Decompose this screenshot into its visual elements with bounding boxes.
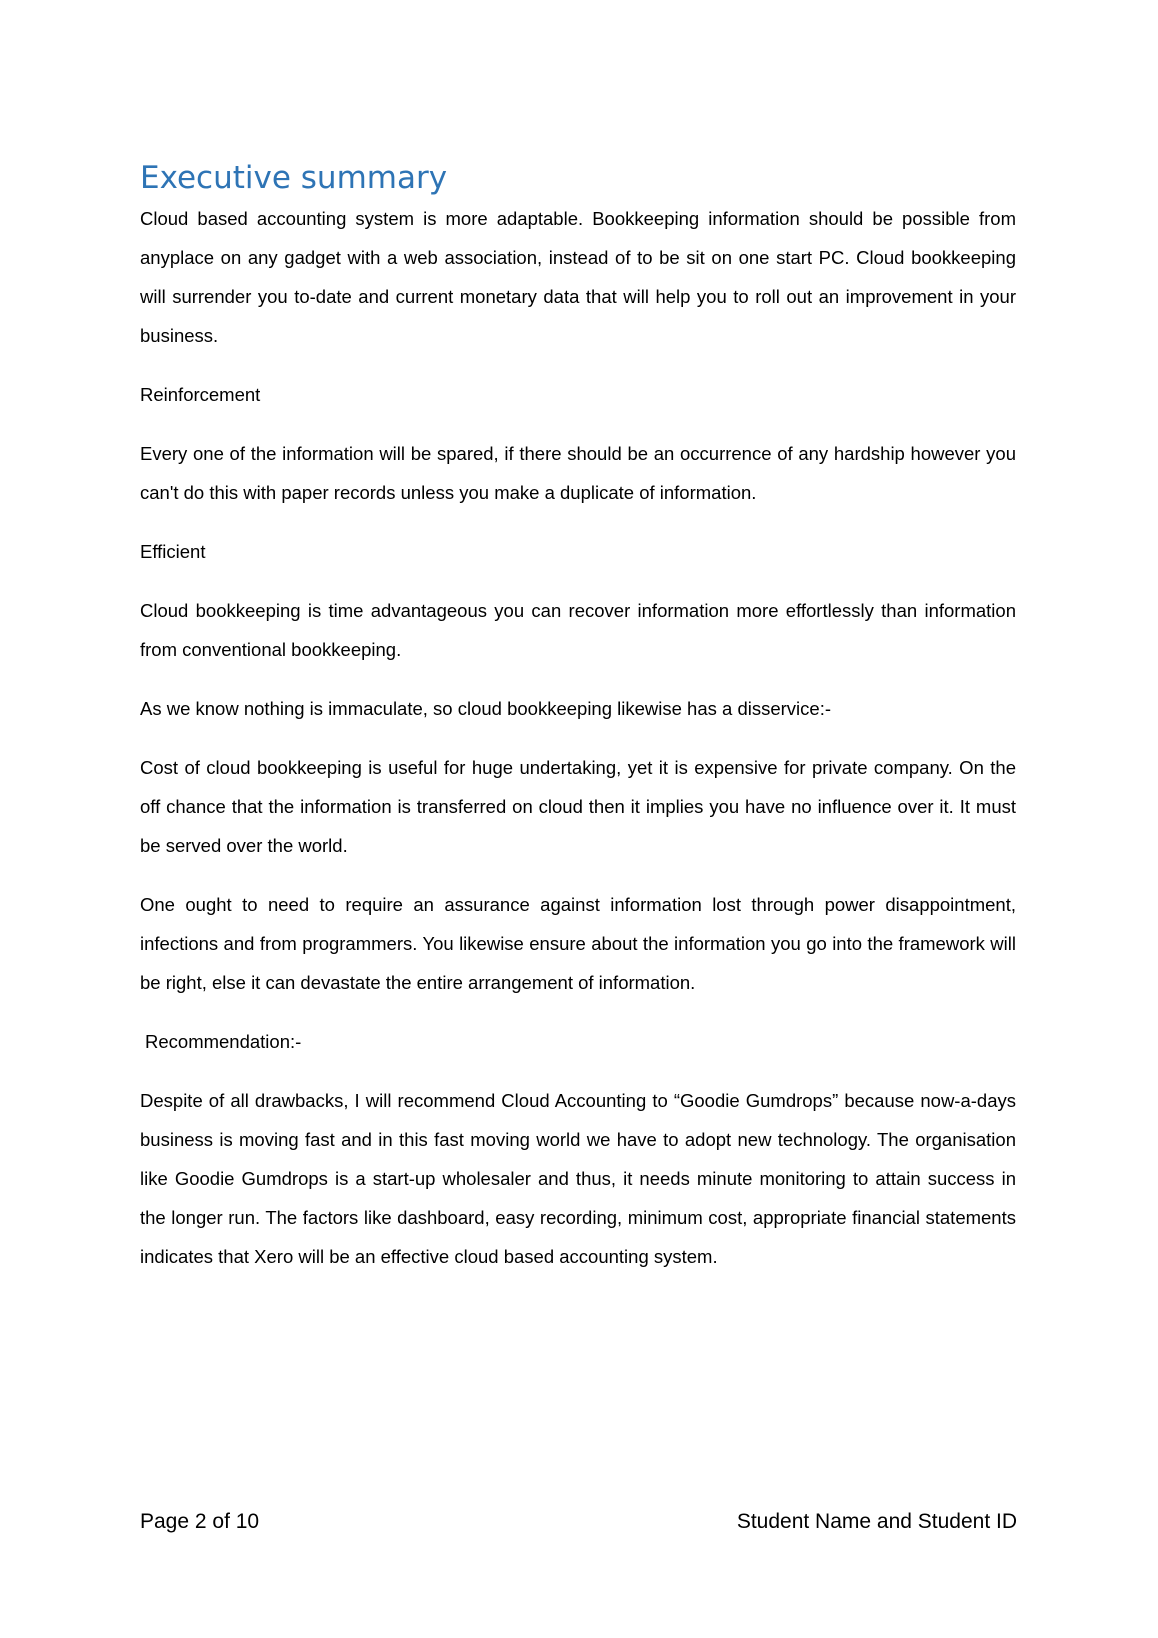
disservice-intro-paragraph: As we know nothing is immaculate, so cloud bookkeeping likewise has a disservice:-	[140, 698, 832, 720]
page-number: Page 2 of 10	[140, 1510, 260, 1533]
intro-paragraph: Cloud based accounting system is more adaptable. Bookkeeping information should be possible from anyplace on any gadget with a web association, instead of to be sit on one start PC. Cloud bookkeeping will surrender you to-date and current monetary data that will help you to roll out an improvement in your business.	[140, 208, 1016, 347]
cost-paragraph: Cost of cloud bookkeeping is useful for huge undertaking, yet it is expensive for private company. On the off chance that the information is transferred on cloud then it implies you have no influence over it. It must be served over the world.	[140, 757, 1016, 857]
student-info: Student Name and Student ID	[736, 1510, 1017, 1533]
reinforcement-paragraph: Every one of the information will be spared, if there should be an occurrence of any hardship however you can't do this with paper records unless you make a duplicate of information.	[140, 443, 1016, 504]
efficient-paragraph: Cloud bookkeeping is time advantageous you can recover information more effortlessly than information from conventional bookkeeping.	[140, 600, 1016, 661]
subheading-reinforcement: Reinforcement	[140, 384, 261, 406]
subheading-recommendation: Recommendation:-	[145, 1031, 302, 1053]
document-body	[140, 160, 1016, 1296]
assurance-paragraph: One ought to need to require an assurance against information lost through power disappointment, infections and from programmers. You likewise ensure about the information you go into the framework will be right, else it can devastate the entire arrangement of information.	[140, 894, 1016, 994]
page-title: Executive summary	[140, 160, 448, 196]
subheading-efficient: Efficient	[140, 541, 206, 563]
recommendation-paragraph: Despite of all drawbacks, I will recommend Cloud Accounting to “Goodie Gumdrops” because now-a-days business is moving fast and in this fast moving world we have to adopt new technology. The organisation like Goodie Gumdrops is a start-up wholesaler and thus, it needs minute monitoring to attain success in the longer run. The factors like dashboard, easy recording, minimum cost, appropriate financial statements indicates that Xero will be an effective cloud based accounting system.	[140, 1090, 1016, 1268]
page-footer	[140, 1510, 1017, 1534]
